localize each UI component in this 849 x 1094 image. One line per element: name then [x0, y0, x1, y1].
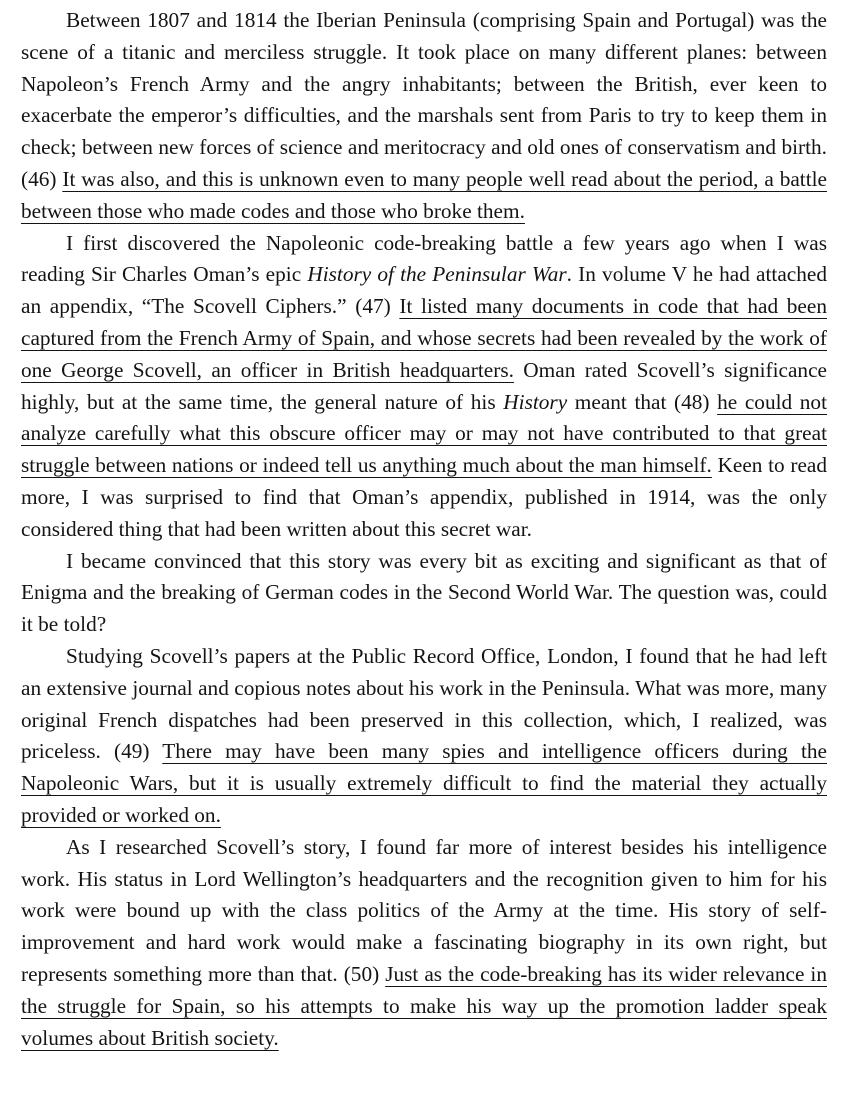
paragraph-5-text: As I researched Scovell’s story, I found far more of interest besides his intelligence work. His status in Lord Wellington’s headquarters and the recognition given to him for his work were bound up with the class politics of the Army at the time. His story of self-improvement and hard work would make a fascinating biography in its own right, but represents something more than that. [21, 834, 827, 986]
paragraph-2-text: Oman rated Scovell’s significance highly, but at the same time, the general nature of his [21, 357, 827, 414]
book-title-short: History [503, 389, 568, 414]
paragraph-1-text: Between 1807 and 1814 the Iberian Peninsula (comprising Spain and Portugal) was the scene of a titanic and merciless struggle. It took place on many different planes: between Napoleon’s French Army and the angry inhabitants; between the British, ever keen to exacerbate the emperor’s difficulties, and the marshals sent from Paris to try to keep them in check; between new forces of science and meritocracy and old ones of conservatism and birth. [21, 8, 827, 160]
paragraph-5 [21, 832, 827, 1055]
paragraph-4 [21, 641, 827, 832]
underlined-sentence-48: he could not analyze carefully what this obscure officer may or may not have contributed to that great struggle between nations or indeed tell us anything much about the man himself. [21, 389, 828, 478]
underlined-sentence-50: Just as the code-breaking has its wider relevance in the struggle for Spain, so his attempts to make his way up the promotion ladder speak volumes about British society. [21, 961, 827, 1050]
question-number-50: (50) [343, 961, 386, 986]
underlined-sentence-49: There may have been many spies and intelligence officers during the Napoleonic Wars, but it is usually extremely difficult to find the material they actually provided or worked on. [21, 739, 827, 827]
question-number-47: (47) [355, 294, 400, 319]
paragraph-3 [21, 546, 827, 641]
paragraph-2-text: Keen to read more, I was surprised to find that Oman’s appendix, published in 1914, was the only considered thing that had been written about this secret war. [21, 453, 828, 541]
underlined-sentence-47: It listed many documents in code that had been captured from the French Army of Spain, and whose secrets had been revealed by the work of one George Scovell, an officer in British headquarters. [21, 294, 827, 382]
underlined-sentence-46: It was also, and this is unknown even to many people well read about the period, a battle between those who made codes and those who broke them. [21, 166, 827, 223]
paragraph-2-text: meant that (48) [567, 389, 718, 414]
book-title: History of the Peninsular War [307, 262, 567, 287]
paragraph-2-text: . In volume V he had attached an appendix, “The Scovell Ciphers.” [21, 262, 827, 319]
paragraph-2-text: I first discovered the Napoleonic code-breaking battle a few years ago when I was reading Sir Charles Oman’s epic [21, 230, 827, 287]
question-number-49: (49) [114, 739, 163, 764]
paragraph-4-text: Studying Scovell’s papers at the Public Record Office, London, I found that he had left an extensive journal and copious notes about his work in the Peninsula. What was more, many original French dispatches had been preserved in this collection, which, I realized, was priceless. [21, 643, 827, 764]
paragraph-1 [21, 5, 827, 228]
paragraph-2 [21, 228, 827, 546]
question-number-46: (46) [21, 166, 63, 191]
paragraph-3-text: I became convinced that this story was every bit as exciting and significant as that of Enigma and the breaking of German codes in the Second World War. The question was, could it be told? [21, 548, 827, 637]
